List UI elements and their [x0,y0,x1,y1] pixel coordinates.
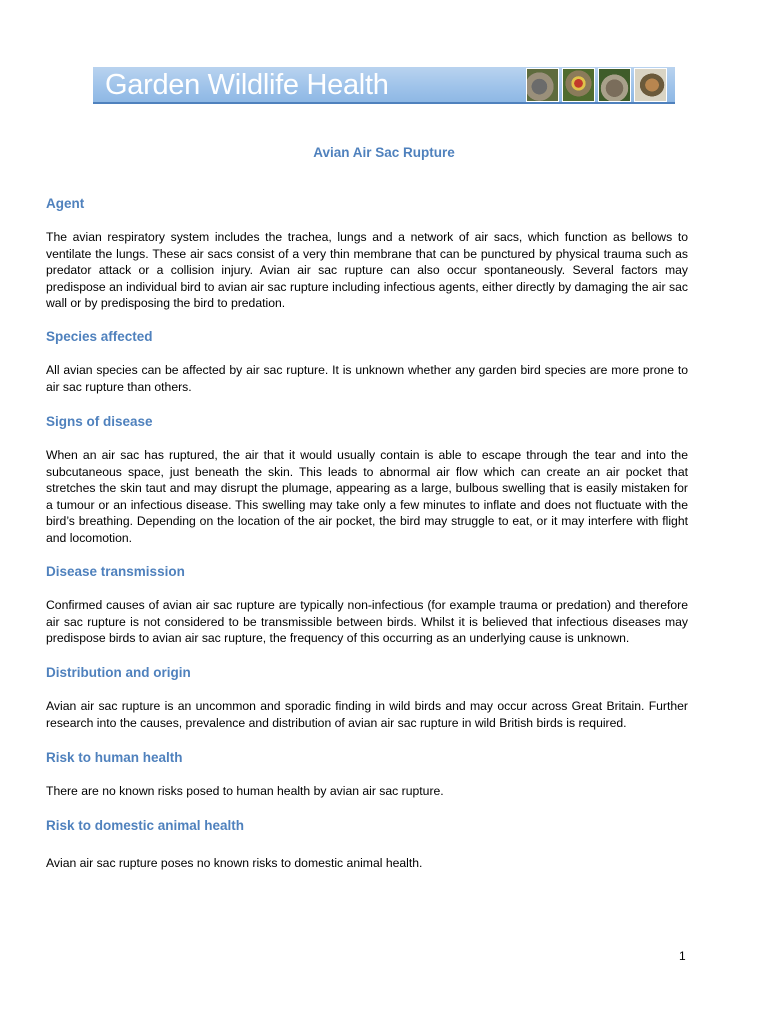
section-heading: Disease transmission [46,564,185,579]
section-body: There are no known risks posed to human health by avian air sac rupture. [46,784,444,798]
section-heading: Signs of disease [46,414,153,429]
section-heading: Species affected [46,329,153,344]
section-agent [46,195,688,312]
finch-photo [562,68,595,102]
amphibian-photo [634,68,667,102]
section-disease-transmission [46,563,688,647]
section-heading: Agent [46,196,85,211]
section-body: The avian respiratory system includes the trachea, lungs and a network of air sacs, which function as bellows to ventilate the lungs. These air sacs consist of a very thin membrane that can be punctured by physical trauma such as predator attack or a collision injury. Avian air sac rupture can also occur spontaneously. Several factors may predispose an individual bird to avian air sac rupture including infectious agents, either directly by damaging the air sac wall or by predisposing the bird to predation. [46,230,688,311]
banner-rule [93,102,675,104]
section-heading: Risk to domestic animal health [46,818,245,833]
section-heading: Risk to human health [46,750,183,765]
banner-title: Garden Wildlife Health [105,69,389,101]
section-species-affected [46,328,688,395]
section-distribution-and-origin [46,664,688,731]
section-risk-to-domestic-animal-health [46,817,688,872]
banner-photo-strip [526,68,667,102]
section-body: When an air sac has ruptured, the air that it would usually contain is able to escape through the tear and into the subcutaneous space, just beneath the skin. This leads to abnormal air flow which can create an air pocket that stretches the skin taut and may disrupt the plumage, appearing as a large, bulbous swelling that is easily mistaken for a tumour or an infectious disease. This swelling may take only a few minutes to inflate and does not fluctuate with the bird’s breathing. Depending on the location of the air pocket, the bird may struggle to eat, or it may interfere with flight and locomotion. [46,448,688,545]
section-body: Confirmed causes of avian air sac rupture are typically non-infectious (for example trauma or predation) and therefore air sac rupture is not considered to be transmissible between birds. Whilst it is believed that infectious diseases may predispose birds to avian air sac rupture, the frequency of this occurring as an underlying cause is unknown. [46,598,688,646]
header-banner [93,67,675,103]
page-number: 1 [679,949,686,963]
hedgehog-photo [598,68,631,102]
section-body: Avian air sac rupture is an uncommon and sporadic finding in wild birds and may occur across Great Britain. Further research into the causes, prevalence and distribution of avian air sac rupture in wild British birds is required. [46,699,688,730]
section-risk-to-human-health [46,749,688,800]
section-heading: Distribution and origin [46,665,191,680]
section-body: Avian air sac rupture poses no known risks to domestic animal health. [46,856,423,870]
document-title: Avian Air Sac Rupture [313,145,455,160]
section-signs-of-disease [46,413,688,547]
bird-photo [526,68,559,102]
section-body: All avian species can be affected by air sac rupture. It is unknown whether any garden bird species are more prone to air sac rupture than others. [46,363,688,394]
